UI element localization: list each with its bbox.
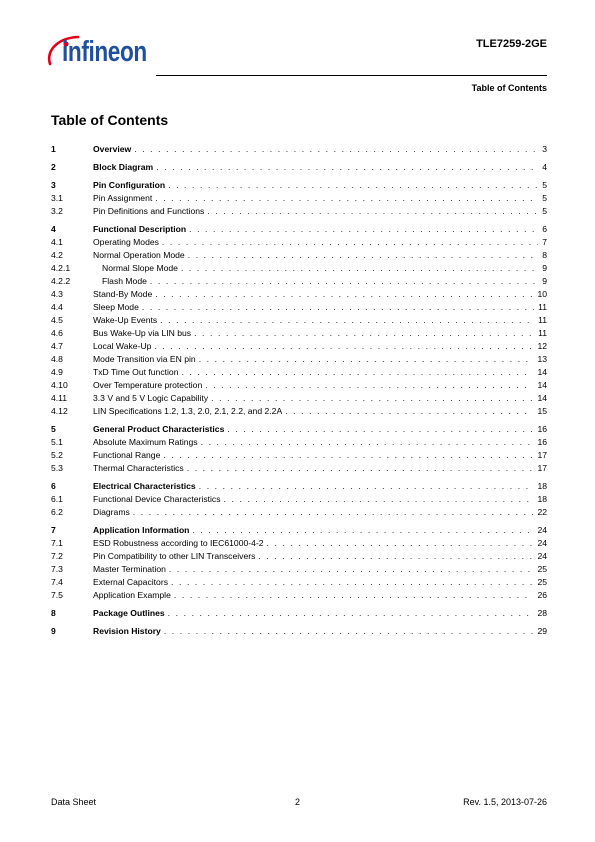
toc-entry[interactable]: [51, 262, 547, 275]
toc-leader-dots: [227, 423, 533, 436]
toc-entry-title[interactable]: Mode Transition via EN pin: [93, 354, 196, 364]
toc-leader-dots: [188, 249, 539, 262]
toc-entry-page: 22: [537, 507, 547, 517]
toc-entry[interactable]: [51, 493, 547, 506]
toc-entry-number: 9: [51, 626, 56, 636]
footer-revision: Rev. 1.5, 2013-07-26: [463, 797, 547, 807]
toc-leader-dots: [168, 607, 534, 620]
toc-entry-title[interactable]: Master Termination: [93, 564, 166, 574]
toc-entry-page: 25: [537, 577, 547, 587]
footer-doc-type: Data Sheet: [51, 797, 97, 807]
toc-entry[interactable]: [51, 353, 547, 366]
toc-entry-title[interactable]: Sleep Mode: [93, 302, 139, 312]
infineon-logo: infineon: [62, 36, 147, 68]
toc-entry-page: 29: [537, 626, 547, 636]
toc-leader-dots: [156, 161, 538, 174]
toc-entry-page: 11: [538, 328, 547, 338]
toc-entry-page: 18: [537, 494, 547, 504]
toc-leader-dots: [199, 353, 534, 366]
toc-entry-number: 4.11: [51, 393, 68, 403]
toc-entry-number: 4.9: [51, 367, 63, 377]
toc-leader-dots: [224, 493, 534, 506]
toc-entry-number: 7: [51, 525, 56, 535]
toc-entry-page: 11: [538, 302, 547, 312]
toc-entry-number: 8: [51, 608, 56, 618]
toc-entry-title[interactable]: LIN Specifications 1.2, 1.3, 2.0, 2.1, 2.2, and 2.2A: [93, 406, 283, 416]
toc-entry-page: 17: [537, 450, 547, 460]
toc-entry[interactable]: [51, 161, 547, 174]
toc-entry-page: 7: [542, 237, 547, 247]
toc-leader-dots: [211, 392, 533, 405]
toc-entry-page: 4: [542, 162, 547, 172]
document-id: TLE7259-2GE: [476, 38, 547, 50]
toc-leader-dots: [155, 288, 533, 301]
toc-leader-dots: [174, 589, 534, 602]
toc-entry-number: 7.4: [51, 577, 63, 587]
toc-entry-title[interactable]: Local Wake-Up: [93, 341, 152, 351]
toc-entry[interactable]: [51, 143, 547, 156]
toc-leader-dots: [189, 223, 538, 236]
toc-entry-title[interactable]: Absolute Maximum Ratings: [93, 437, 198, 447]
toc-entry-page: 24: [537, 551, 547, 561]
toc-entry[interactable]: [51, 462, 547, 475]
toc-entry-title[interactable]: Normal Slope Mode: [102, 263, 178, 273]
toc-leader-dots: [194, 327, 534, 340]
toc-entry-title[interactable]: Thermal Characteristics: [93, 463, 184, 473]
toc-entry-number: 3.1: [51, 193, 63, 203]
toc-entry-page: 24: [537, 525, 547, 535]
toc-entry-number: 1: [51, 144, 56, 154]
toc-entry-page: 24: [537, 538, 547, 548]
toc-leader-dots: [199, 480, 534, 493]
header-section-title: Table of Contents: [471, 83, 547, 93]
header-divider: [156, 75, 547, 76]
toc-entry-title[interactable]: Overview: [93, 144, 132, 154]
toc-entry[interactable]: [51, 524, 547, 537]
toc-entry-title[interactable]: Pin Assignment: [93, 193, 153, 203]
toc-entry-page: 5: [542, 206, 547, 216]
toc-entry[interactable]: [51, 625, 547, 638]
toc-entry-page: 6: [542, 224, 547, 234]
toc-entry[interactable]: [51, 405, 547, 418]
toc-entry-page: 17: [537, 463, 547, 473]
toc-entry-page: 8: [542, 250, 547, 260]
toc-leader-dots: [168, 179, 538, 192]
toc-entry[interactable]: [51, 314, 547, 327]
toc-leader-dots: [205, 379, 533, 392]
toc-leader-dots: [181, 262, 538, 275]
toc-entry-number: 4.7: [51, 341, 63, 351]
toc-leader-dots: [142, 301, 534, 314]
toc-entry-title[interactable]: Pin Definitions and Functions: [93, 206, 205, 216]
toc-entry-number: 6.1: [51, 494, 63, 504]
toc-leader-dots: [150, 275, 538, 288]
toc-entry[interactable]: [51, 327, 547, 340]
toc-entry-title[interactable]: Pin Compatibility to other LIN Transceivers: [93, 551, 256, 561]
toc-entry-number: 5: [51, 424, 56, 434]
footer-page-number: 2: [294, 797, 300, 807]
toc-entry[interactable]: [51, 379, 547, 392]
toc-entry[interactable]: [51, 288, 547, 301]
toc-entry[interactable]: [51, 236, 547, 249]
toc-entry-title[interactable]: General Product Characteristics: [93, 424, 225, 434]
toc-entry[interactable]: [51, 223, 547, 236]
toc-entry-page: 10: [537, 289, 547, 299]
toc-entry[interactable]: [51, 436, 547, 449]
toc-entry-title[interactable]: 3.3 V and 5 V Logic Capability: [93, 393, 209, 403]
toc-entry-number: 7.1: [51, 538, 63, 548]
toc-entry[interactable]: [51, 392, 547, 405]
toc-entry-title[interactable]: Application Example: [93, 590, 171, 600]
toc-entry-title[interactable]: Normal Operation Mode: [93, 250, 185, 260]
toc-entry-page: 26: [537, 590, 547, 600]
toc-entry-number: 7.2: [51, 551, 63, 561]
toc-entry[interactable]: [51, 423, 547, 436]
toc-entry-title[interactable]: Revision History: [93, 626, 161, 636]
toc-entry-page: 9: [542, 263, 547, 273]
toc-leader-dots: [285, 405, 533, 418]
toc-entry-title[interactable]: External Capacitors: [93, 577, 168, 587]
toc-entry-number: 4.2.1: [51, 263, 71, 273]
toc-leader-dots: [171, 576, 533, 589]
toc-leader-dots: [258, 550, 533, 563]
toc-entry-title[interactable]: Block Diagram: [93, 162, 154, 172]
toc-entry-page: 14: [537, 367, 547, 377]
page-title: Table of Contents: [51, 112, 169, 128]
toc-entry-title[interactable]: Over Temperature protection: [93, 380, 203, 390]
toc-entry-number: 4.5: [51, 315, 63, 325]
toc-entry-number: 3: [51, 180, 56, 190]
toc-entry-number: 7.5: [51, 590, 63, 600]
toc-entry[interactable]: [51, 589, 547, 602]
toc-entry-number: 5.2: [51, 450, 63, 460]
toc-entry-number: 4.2: [51, 250, 63, 260]
toc-entry-title[interactable]: Package Outlines: [93, 608, 165, 618]
toc-entry[interactable]: [51, 480, 547, 493]
toc-leader-dots: [267, 537, 534, 550]
toc-leader-dots: [207, 205, 538, 218]
toc-entry-number: 6: [51, 481, 56, 491]
toc-entry-number: 5.3: [51, 463, 63, 473]
toc-entry-page: 15: [537, 406, 547, 416]
toc-entry-number: 4.12: [51, 406, 68, 416]
toc-entry-page: 5: [542, 180, 547, 190]
toc-entry[interactable]: [51, 275, 547, 288]
toc-leader-dots: [162, 236, 538, 249]
toc-entry-title[interactable]: Bus Wake-Up via LIN bus: [93, 328, 192, 338]
toc-leader-dots: [192, 524, 533, 537]
toc-entry-page: 5: [542, 193, 547, 203]
toc-leader-dots: [182, 366, 534, 379]
toc-entry-number: 4.10: [51, 380, 68, 390]
toc-entry[interactable]: [51, 301, 547, 314]
toc-entry-page: 9: [542, 276, 547, 286]
toc-entry-number: 4.1: [51, 237, 63, 247]
toc-entry-title[interactable]: Pin Configuration: [93, 180, 166, 190]
toc-entry-number: 2: [51, 162, 56, 172]
toc-leader-dots: [155, 192, 538, 205]
toc-entry-title[interactable]: Functional Range: [93, 450, 161, 460]
toc-entry-number: 4.2.2: [51, 276, 71, 286]
toc-leader-dots: [164, 625, 534, 638]
toc-entry[interactable]: [51, 449, 547, 462]
toc-entry-page: 28: [537, 608, 547, 618]
toc-leader-dots: [201, 436, 534, 449]
toc-entry-title[interactable]: Flash Mode: [102, 276, 147, 286]
toc-entry-title[interactable]: Wake-Up Events: [93, 315, 158, 325]
toc-entry-page: 12: [537, 341, 547, 351]
toc-entry-number: 4.3: [51, 289, 63, 299]
toc-entry-number: 4: [51, 224, 56, 234]
toc-leader-dots: [160, 314, 534, 327]
toc-entry-number: 4.6: [51, 328, 63, 338]
toc-entry[interactable]: [51, 506, 547, 519]
toc-entry-title[interactable]: Functional Device Characteristics: [93, 494, 221, 504]
toc-entry-title[interactable]: Diagrams: [93, 507, 130, 517]
toc-leader-dots: [134, 143, 538, 156]
toc-entry[interactable]: [51, 563, 547, 576]
toc-entry-page: 16: [537, 424, 547, 434]
toc-entry-title[interactable]: Stand-By Mode: [93, 289, 153, 299]
toc-entry-page: 25: [537, 564, 547, 574]
toc-entry-number: 6.2: [51, 507, 63, 517]
toc-leader-dots: [133, 506, 534, 519]
toc-entry[interactable]: [51, 192, 547, 205]
toc-entry-title[interactable]: Functional Description: [93, 224, 187, 234]
toc-entry-title[interactable]: Electrical Characteristics: [93, 481, 196, 491]
toc-entry-page: 14: [537, 380, 547, 390]
toc-entry-number: 7.3: [51, 564, 63, 574]
table-of-contents: [51, 143, 547, 638]
toc-leader-dots: [187, 462, 534, 475]
toc-entry-page: 16: [537, 437, 547, 447]
toc-entry-page: 18: [537, 481, 547, 491]
toc-entry-page: 11: [538, 315, 547, 325]
toc-entry[interactable]: [51, 576, 547, 589]
toc-entry-page: 14: [537, 393, 547, 403]
toc-entry-number: 5.1: [51, 437, 63, 447]
toc-entry-number: 4.4: [51, 302, 63, 312]
toc-entry[interactable]: [51, 205, 547, 218]
toc-entry[interactable]: [51, 340, 547, 353]
toc-entry[interactable]: [51, 366, 547, 379]
toc-entry-title[interactable]: Application Information: [93, 525, 190, 535]
toc-entry-page: 13: [537, 354, 547, 364]
toc-entry-number: 4.8: [51, 354, 63, 364]
toc-entry[interactable]: [51, 550, 547, 563]
toc-entry-page: 3: [542, 144, 547, 154]
toc-leader-dots: [154, 340, 533, 353]
toc-leader-dots: [163, 449, 533, 462]
toc-entry[interactable]: [51, 179, 547, 192]
toc-entry-title[interactable]: Operating Modes: [93, 237, 159, 247]
toc-entry-title[interactable]: ESD Robustness according to IEC61000-4-2: [93, 538, 264, 548]
toc-entry[interactable]: [51, 537, 547, 550]
toc-entry[interactable]: [51, 607, 547, 620]
toc-leader-dots: [169, 563, 534, 576]
toc-entry-title[interactable]: TxD Time Out function: [93, 367, 179, 377]
toc-entry[interactable]: [51, 249, 547, 262]
toc-entry-number: 3.2: [51, 206, 63, 216]
